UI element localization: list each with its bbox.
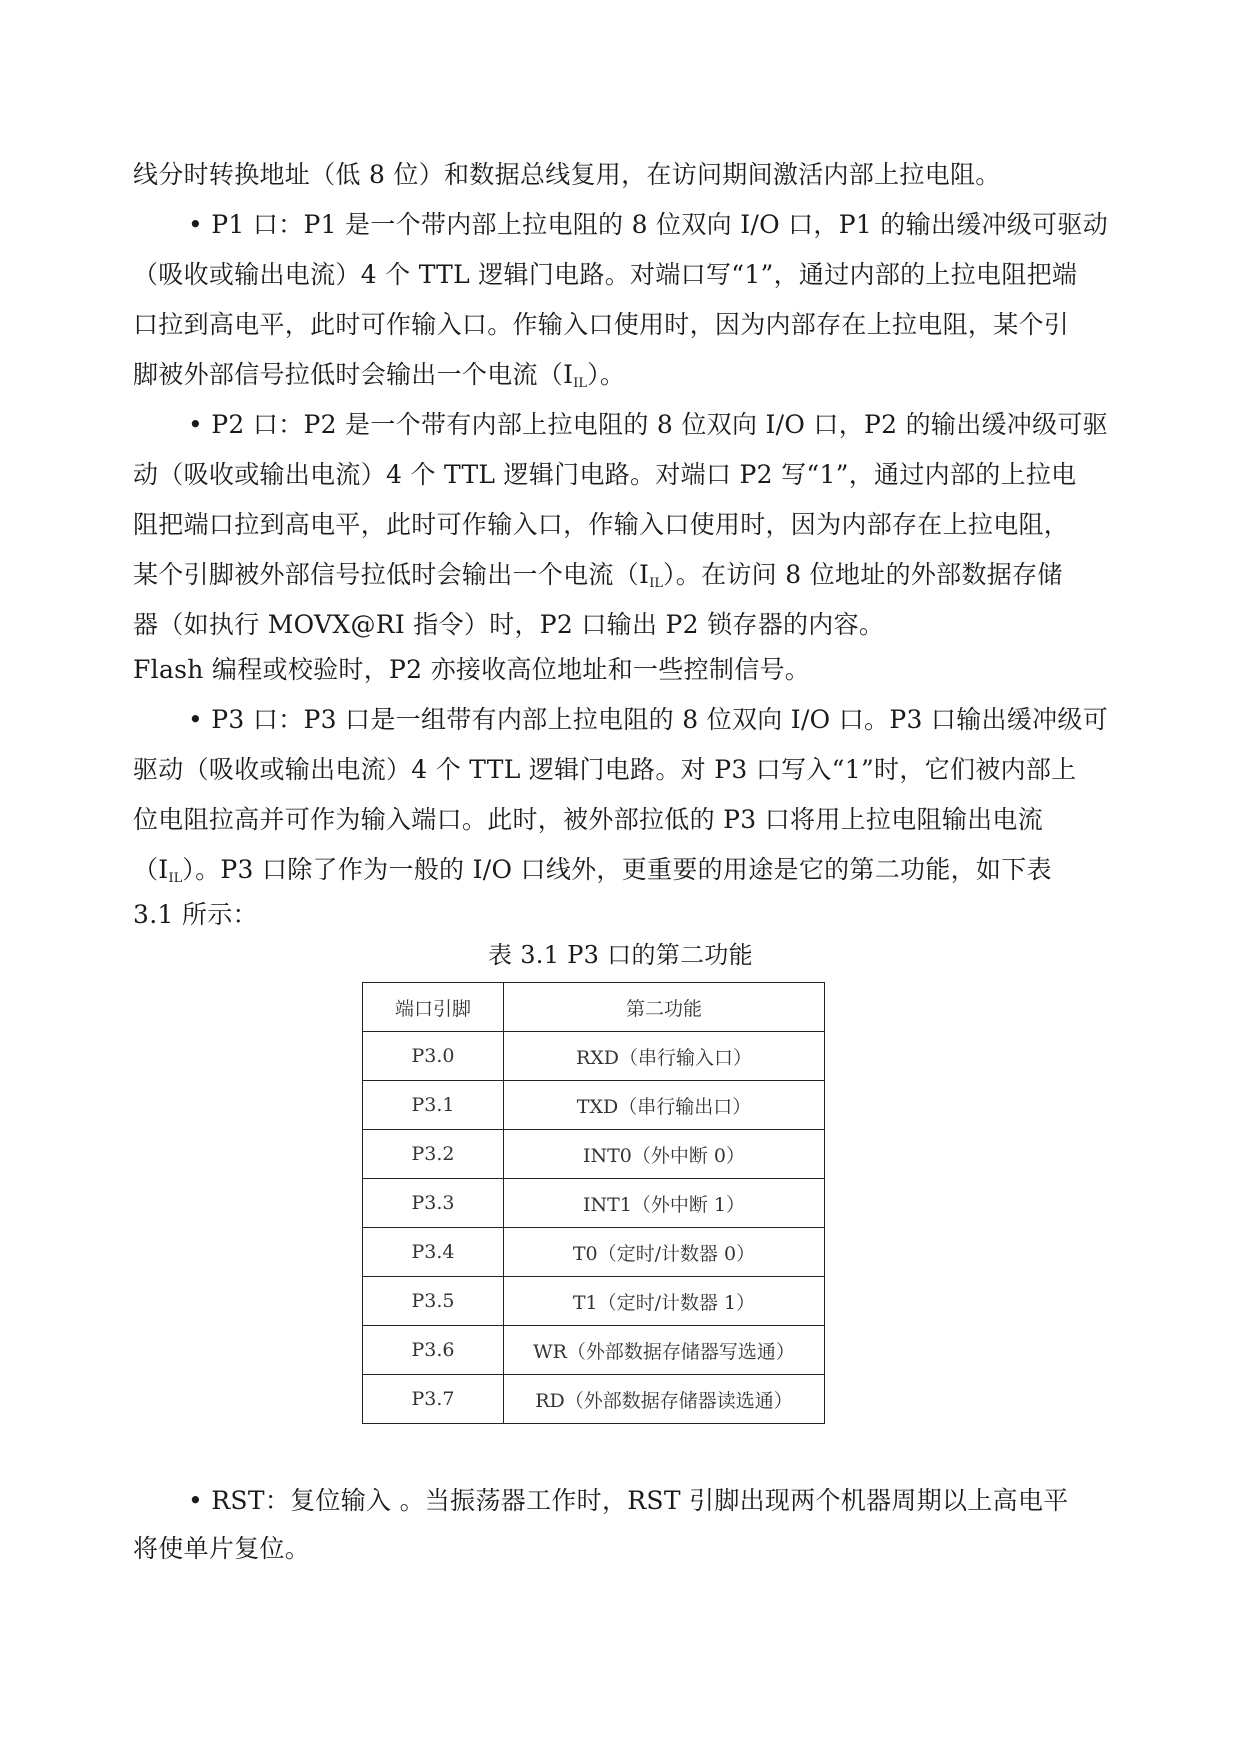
port-pin-cell: P3.4 [363, 1228, 504, 1277]
port-pin-cell: P3.5 [363, 1277, 504, 1326]
p1-line-4-text-b: ）。 [587, 360, 626, 389]
p3-line-3: 位电阻拉高并可作为输入端口。此时，被外部拉低的 P3 口将用上拉电阻输出电流 [133, 805, 1044, 834]
function-cell: RXD（串行输入口） [504, 1032, 825, 1081]
p2-line-4-subscript: IL [649, 576, 663, 591]
port-pin-cell: P3.6 [363, 1326, 504, 1375]
p3-line-4 [133, 853, 1052, 896]
rst-line-2: 将使单片复位。 [133, 1534, 311, 1563]
port-pin-cell: P3.3 [363, 1179, 504, 1228]
function-cell: INT1（外中断 1） [504, 1179, 825, 1228]
p2-line-5: 器（如执行 MOVX@RI 指令）时，P2 口输出 P2 锁存器的内容。 [133, 610, 885, 639]
table-row [363, 1032, 825, 1081]
p3-line-4-text-a: （I [133, 855, 169, 884]
p2-line-4 [133, 558, 1063, 601]
p2-line-4-text-a: 某个引脚被外部信号拉低时会输出一个电流（I [133, 560, 650, 589]
table-row [363, 1277, 825, 1326]
header-second-function: 第二功能 [504, 983, 825, 1032]
function-cell: RD（外部数据存储器读选通） [504, 1375, 825, 1424]
p1-line-4-text-a: 脚被外部信号拉低时会输出一个电流（I [133, 360, 574, 389]
p3-line-2: 驱动（吸收或输出电流）4 个 TTL 逻辑门电路。对 P3 口写入“1”时，它们被内部上 [133, 755, 1077, 784]
port-pin-cell: P3.1 [363, 1081, 504, 1130]
table-row [363, 1179, 825, 1228]
p2-line-2: 动（吸收或输出电流）4 个 TTL 逻辑门电路。对端口 P2 写“1”，通过内部的上拉电 [133, 460, 1077, 489]
table-row [363, 1081, 825, 1130]
table-row [363, 1375, 825, 1424]
p2-line-6: Flash 编程或校验时，P2 亦接收高位地址和一些控制信号。 [133, 655, 811, 684]
p2-line-4-text-b: ）。在访问 8 位地址的外部数据存储 [662, 560, 1063, 589]
function-cell: T1（定时/计数器 1） [504, 1277, 825, 1326]
table-row [363, 1130, 825, 1179]
rst-line-1: • RST：复位输入 。当振荡器工作时，RST 引脚出现两个机器周期以上高电平 [188, 1486, 1069, 1515]
p1-line-2: （吸收或输出电流）4 个 TTL 逻辑门电路。对端口写“1”，通过内部的上拉电阻把端 [133, 260, 1078, 289]
p3-second-function-table [362, 982, 825, 1424]
table-row [363, 1326, 825, 1375]
port-pin-cell: P3.2 [363, 1130, 504, 1179]
table-row [363, 1228, 825, 1277]
p2-line-3: 阻把端口拉到高电平，此时可作输入口，作输入口使用时，因为内部存在上拉电阻， [133, 510, 1070, 539]
p3-line-1: • P3 口：P3 口是一组带有内部上拉电阻的 8 位双向 I/O 口。P3 口输出缓冲级可 [188, 705, 1109, 734]
port-pin-cell: P3.7 [363, 1375, 504, 1424]
header-port-pin: 端口引脚 [363, 983, 504, 1032]
function-cell: WR（外部数据存储器写选通） [504, 1326, 825, 1375]
p3-line-4-text-b: ）。P3 口除了作为一般的 I/O 口线外，更重要的用途是它的第二功能，如下表 [182, 855, 1052, 884]
p1-line-3: 口拉到高电平，此时可作输入口。作输入口使用时，因为内部存在上拉电阻，某个引 [133, 310, 1070, 339]
function-cell: T0（定时/计数器 0） [504, 1228, 825, 1277]
function-cell: TXD（串行输出口） [504, 1081, 825, 1130]
intro-line-1: 线分时转换地址（低 8 位）和数据总线复用，在访问期间激活内部上拉电阻。 [133, 160, 1001, 189]
function-cell: INT0（外中断 0） [504, 1130, 825, 1179]
p1-line-1: • P1 口：P1 是一个带内部上拉电阻的 8 位双向 I/O 口，P1 的输出缓冲级可驱动 [188, 210, 1109, 239]
table-caption: 表 3.1 P3 口的第二功能 [488, 941, 753, 969]
p3-line-4-subscript: IL [168, 871, 183, 886]
p1-line-4 [133, 358, 625, 401]
p3-line-5: 3.1 所示： [133, 900, 258, 929]
p2-line-1: • P2 口：P2 是一个带有内部上拉电阻的 8 位双向 I/O 口，P2 的输出缓冲级可驱 [188, 410, 1109, 439]
table-header-row [363, 983, 825, 1032]
p1-line-4-subscript: IL [573, 376, 588, 391]
port-pin-cell: P3.0 [363, 1032, 504, 1081]
